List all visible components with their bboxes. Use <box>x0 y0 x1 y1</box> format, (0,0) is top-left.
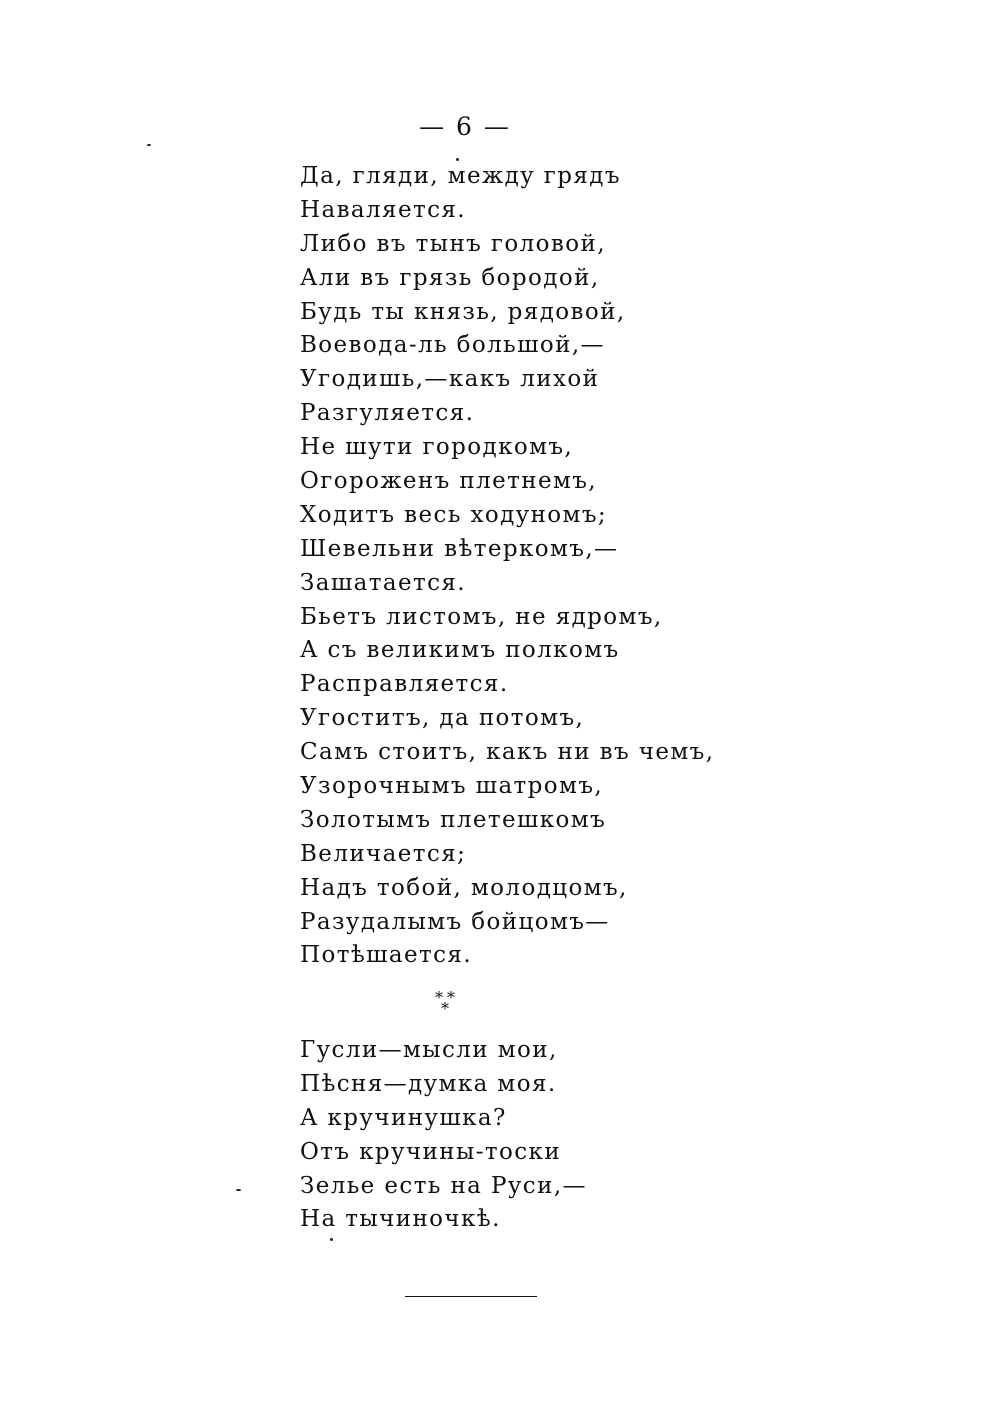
poem-line: Али въ грязь бородой, <box>300 264 600 291</box>
poem-line: Угоститъ, да потомъ, <box>300 705 585 732</box>
end-rule-divider <box>405 1296 537 1297</box>
poem-line: Узорочнымъ шатромъ, <box>300 773 604 800</box>
scan-speck <box>456 158 459 161</box>
poem-line: Потѣшается. <box>300 942 473 969</box>
poem-line: Либо въ тынъ головой, <box>300 230 606 257</box>
poem-line: Да, гляди, между грядъ <box>300 163 621 189</box>
poem-line: Самъ стоитъ, какъ ни въ чемъ, <box>300 739 715 766</box>
section-asterism <box>432 988 460 1018</box>
poem-line: На тычиночкѣ. <box>300 1206 501 1233</box>
scan-speck <box>147 144 151 146</box>
poem-line: Огороженъ плетнемъ, <box>300 468 598 495</box>
poem-line: Будь ты князь, рядовой, <box>300 298 626 325</box>
poem-line: Величается; <box>300 840 467 867</box>
poem-line: Наваляется. <box>300 196 466 223</box>
poem-line: Разгуляется. <box>300 400 475 427</box>
poem-line: Ходитъ весь ходуномъ; <box>300 501 608 528</box>
poem-line: Гусли—мысли мои, <box>300 1037 558 1063</box>
poem-line: Расправляется. <box>300 671 509 698</box>
poem-line: Надъ тобой, молодцомъ, <box>300 874 628 901</box>
poem-line: Разудалымъ бойцомъ— <box>300 908 610 935</box>
asterism-star: * <box>435 988 443 1007</box>
poem-line: Зашатается. <box>300 569 467 596</box>
scan-speck <box>330 1238 333 1241</box>
poem-line: А кручинушка? <box>300 1104 507 1131</box>
page-number: — 6 — <box>419 112 511 141</box>
poem-line: Отъ кручины-тоски <box>300 1138 562 1165</box>
poem-line: Зелье есть на Руси,— <box>300 1172 587 1199</box>
poem-line: Золотымъ плетешкомъ <box>300 806 607 833</box>
poem-line: Пѣсня—думка моя. <box>300 1070 557 1097</box>
poem-stanza-1 <box>300 160 714 973</box>
poem-line: Угодишь,—какъ лихой <box>300 366 600 393</box>
asterism-star: * <box>447 988 455 1007</box>
scan-speck <box>236 1189 241 1191</box>
poem-stanza-2 <box>300 1034 587 1237</box>
poem-line: Не шути городкомъ, <box>300 434 574 461</box>
asterism-star: * <box>441 999 449 1018</box>
poem-line: Воевода-ль большой,— <box>300 332 605 359</box>
poem-line: А съ великимъ полкомъ <box>300 637 620 664</box>
poem-line: Шевельни вѣтеркомъ,— <box>300 535 619 562</box>
poem-line: Бьетъ листомъ, не ядромъ, <box>300 603 663 630</box>
